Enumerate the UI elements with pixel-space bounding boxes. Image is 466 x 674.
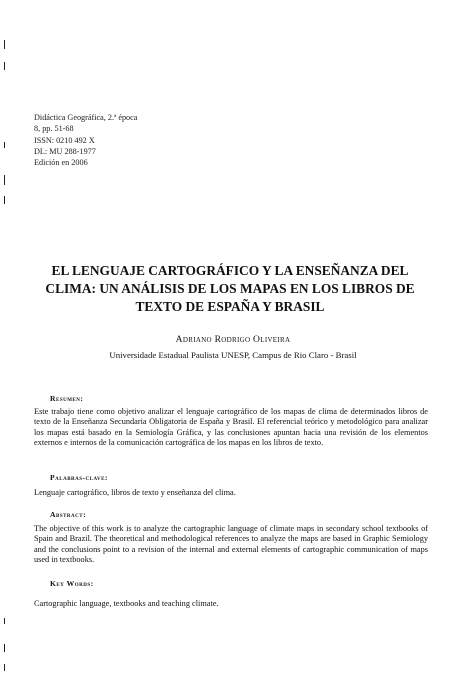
meta-line: ISSN: 0210 492 X [34,135,95,145]
title-line: CLIMA: UN ANÁLISIS DE LOS MAPAS EN LOS LIBROS DE [45,280,415,296]
meta-line: DL: MU 288-1977 [34,146,96,156]
margin-mark [4,175,5,185]
margin-mark [4,618,5,624]
author-affiliation: Universidade Estadual Paulista UNESP, Campus de Rio Claro - Brasil [109,350,357,360]
journal-meta [34,112,137,168]
margin-mark [4,196,5,204]
palabras-clave-heading: Palabras-clave: [50,473,108,482]
margin-mark [4,40,5,49]
resumen-heading: Resumen: [50,394,84,403]
abstract-heading: Abstract: [50,510,87,519]
keywords-text: Cartographic language, textbooks and teaching climate. [34,599,219,608]
margin-mark [4,142,5,148]
keywords-heading: Key Words: [50,579,94,588]
paper-title [28,262,432,315]
meta-line: Edición en 2006 [34,158,88,168]
title-line: EL LENGUAJE CARTOGRÁFICO Y LA ENSEÑANZA DEL [51,263,409,278]
author-name: Adriano Rodrigo Oliveira [175,334,291,345]
palabras-clave-text: Lenguaje cartográfico, libros de texto y enseñanza del clima. [34,488,236,497]
margin-mark [4,664,5,671]
resumen-text: Este trabajo tiene como objetivo analizar el lenguaje cartográfico de los mapas de clima de determinados libros de texto de la Enseñanza Secundaria Obligatoria de España y Brasil. El referencial teórico y metodológico para analizar los mapas está basado en la Semiología Gráfica, y las conclusiones apuntan hacia una revisión de los elementos externos e internos de la comunicación cartográfica de los mapas en los libros de texto. [34,407,428,448]
meta-line: 8, pp. 51-68 [34,124,74,134]
meta-line: Didáctica Geográfica, 2.ª época [34,113,138,122]
margin-mark [4,644,5,652]
abstract-text: The objective of this work is to analyze the cartographic language of climate maps in secondary school textbooks of Spain and Brazil. The theoretical and methodological references to analyze the maps are based in Graphic Semiology and the conclusions point to a revision of the internal and external elements of cartographic communication of maps used in textbooks. [34,524,428,565]
margin-mark [4,62,5,70]
title-line: TEXTO DE ESPAÑA Y BRASIL [135,298,325,314]
